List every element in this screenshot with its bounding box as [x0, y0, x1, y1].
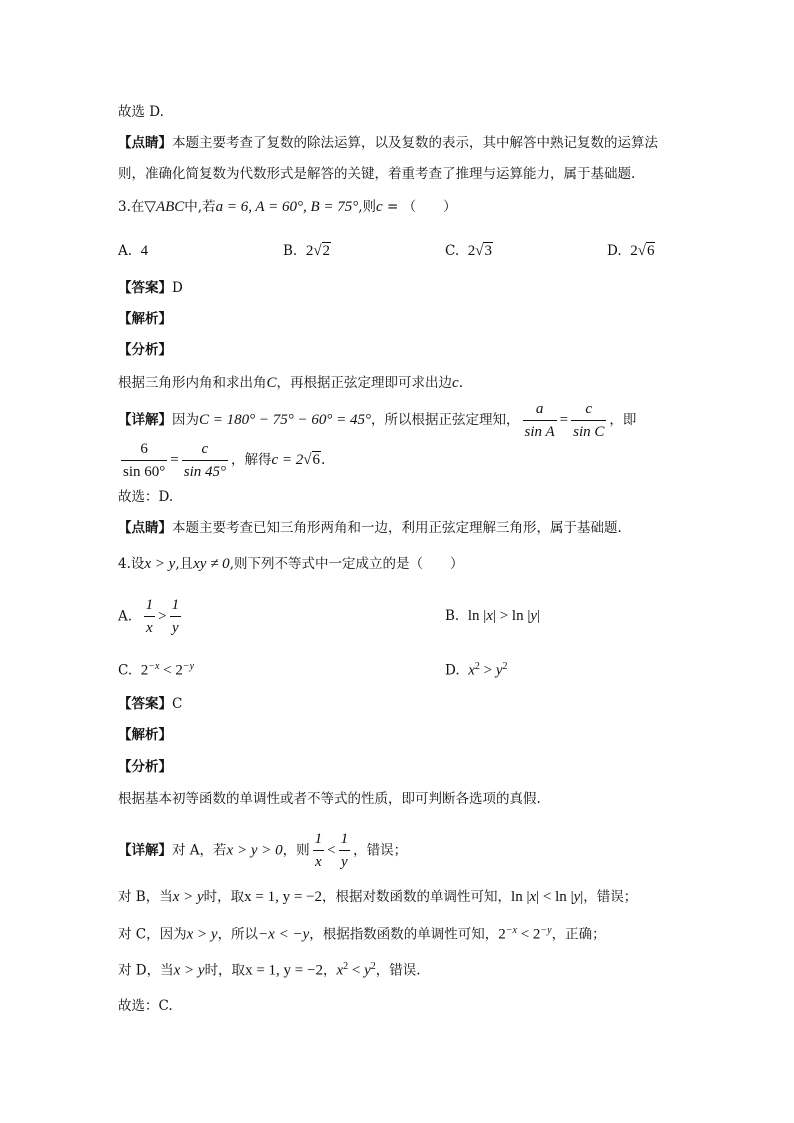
q4-option-c-lt: < 2 — [159, 662, 183, 679]
q3-option-c-label: C. — [445, 243, 460, 259]
q3-angle-equation: C = 180° − 75° − 60° = 45° — [199, 412, 371, 428]
fraction-a-over-sinA — [523, 400, 557, 441]
q4-detail-tag: 【详解】 — [118, 842, 172, 859]
frac-num: 1 — [144, 596, 156, 617]
q4-option-b-x: x — [486, 608, 493, 624]
q3-fenxi-tag: 【分析】 — [118, 342, 172, 358]
frac-den: y — [340, 854, 348, 870]
q4-detail-b: 对 B，当x > y时，取x = 1, y = −2，根据对数函数的单调性可知，ln |x| < ln |y|，错误； — [118, 889, 638, 905]
q3-answer-value: D — [172, 280, 183, 296]
q3-detail-4: ，解得 — [231, 452, 272, 468]
q2-comment-text-1: 本题主要考查了复数的除法运算，以及复数的表示，其中解答中熟记复数的运算法 — [172, 135, 658, 151]
q4-detail-c-3: ，根据指数函数的单调性可知， — [309, 926, 499, 943]
q3-detail-line-1 — [118, 400, 636, 441]
q4-detail-c-exp1: −x — [505, 925, 517, 936]
q4-stem-2: ,且 — [175, 556, 194, 572]
q3-fenxi-C: C — [266, 375, 277, 391]
q4-option-b-gt: > ln — [495, 608, 528, 624]
q4-detail-d-y: y — [364, 962, 371, 979]
q3-conclusion: 故选：D. — [118, 489, 174, 505]
q4-detail-b-2: 时，取 — [203, 889, 245, 905]
q4-option-c-exp2: −y — [182, 661, 195, 672]
q3-option-a-label: A. — [118, 243, 133, 259]
q4-stem — [118, 557, 463, 572]
q4-option-d — [445, 662, 508, 679]
q4-option-b-label: B. — [445, 608, 460, 624]
q4-detail-b-4: ，错误； — [583, 889, 638, 905]
greater-sign: > — [158, 608, 167, 625]
q3-stem-prefix: 3.在 — [118, 199, 145, 215]
q3-conditions: a = 6, A = 60°, B = 75° — [215, 199, 359, 215]
q4-option-a — [118, 596, 184, 637]
fraction-c-over-sin45 — [182, 440, 228, 481]
q3-fenxi-1: 根据三角形内角和求出角 — [118, 375, 267, 391]
q4-detail-d-4: ，错误. — [375, 962, 421, 979]
q4-option-b-ln: ln — [467, 608, 480, 624]
triangle-symbol: ▽ — [144, 199, 156, 215]
q4-option-d-x: x — [468, 662, 475, 679]
q3-answer-tag: 【答案】 — [118, 280, 172, 296]
q4-detail-c-neg: −x < −y — [258, 926, 310, 943]
q4-detail-d-x: x — [336, 962, 344, 979]
q3-abc: ABC — [155, 199, 185, 215]
fraction-1-over-y — [339, 830, 351, 871]
q4-option-a-label: A. — [118, 608, 133, 625]
q4-detail-d-exp1: 2 — [343, 961, 349, 972]
q4-detail-b-x: x — [529, 889, 537, 905]
frac-den: sin 45° — [183, 464, 226, 480]
q3-stem-then: ,则 — [358, 199, 377, 215]
q3-option-c-coef: 2 — [467, 243, 476, 259]
q3-option-a — [118, 244, 148, 259]
q4-option-d-label: D. — [445, 662, 460, 679]
q3-option-b: B. 2√2 — [283, 243, 331, 259]
q4-stem-xy0: xy ≠ 0 — [193, 556, 230, 572]
q4-detail-b-y: y — [573, 889, 581, 905]
q4-detail-c-1: 对 C，因为 — [118, 926, 187, 943]
q3-detail-1: 因为 — [172, 412, 199, 428]
q4-detail-c-2: ，所以 — [217, 926, 259, 943]
q3-stem-mid: 中,若 — [184, 199, 216, 215]
q3-option-d-coef: 2 — [630, 243, 638, 259]
q3-option-b-label: B. — [283, 243, 298, 259]
frac-den: x — [315, 854, 322, 870]
q3-fenxi-3: . — [458, 375, 463, 391]
q3-detail-2: ，所以根据正弦定理知， — [371, 412, 520, 428]
frac-num: 1 — [339, 830, 351, 851]
fraction-1-over-x — [313, 830, 325, 871]
q3-analysis-tag: 【解析】 — [118, 311, 172, 327]
q4-stem-1: 4.设 — [118, 556, 145, 572]
q2-answer-line: 故选 D. — [118, 104, 164, 120]
q4-detail-b-vals: x = 1, y = −2 — [244, 889, 323, 905]
q4-detail-c — [118, 926, 606, 943]
q4-option-c-exp1: −x — [148, 661, 160, 672]
q4-stem-3: ,则下列不等式中一定成立的是（ ） — [229, 556, 464, 572]
q4-option-d-y: y — [495, 662, 503, 679]
q4-detail-d-vals: x = 1, y = −2 — [245, 962, 323, 979]
q4-option-b-y: y — [530, 608, 538, 624]
q3-result-lhs: c = 2 — [271, 452, 304, 468]
fraction-c-over-sinC — [571, 400, 606, 441]
frac-num: c — [182, 440, 228, 461]
frac-num: a — [523, 400, 557, 421]
q3-option-a-value: 4 — [140, 243, 149, 259]
q4-detail-b-3: ，根据对数函数的单调性可知， — [322, 889, 512, 905]
frac-den: x — [146, 620, 153, 636]
q4-answer-value: C — [172, 696, 183, 712]
q4-detail-c-cond: x > y — [186, 926, 218, 943]
q2-comment-line-2: 则，准确化简复数为代数形式是解答的关键，着重考查了推理与运算能力，属于基础题. — [118, 166, 636, 182]
q3-var-c: c — [376, 199, 383, 215]
q4-detail-c-lt: < 2 — [516, 926, 541, 943]
q3-detail-3: ，即 — [609, 412, 637, 428]
q4-fenxi-text: 根据基本初等函数的单调性或者不等式的性质，即可判断各选项的真假. — [118, 791, 541, 807]
frac-den: y — [172, 620, 179, 636]
q4-detail-b-1: 对 B，当 — [118, 889, 173, 905]
q4-option-d-exp1: 2 — [474, 661, 480, 672]
q4-detail-d-exp2: 2 — [370, 961, 376, 972]
frac-den: sin C — [573, 424, 605, 440]
q3-comment — [118, 522, 622, 536]
q4-option-c-base1: 2 — [140, 662, 149, 679]
q4-detail-c-base1: 2 — [498, 926, 506, 943]
q4-detail-c-4: ，正确； — [551, 926, 606, 943]
fraction-1-over-x — [144, 596, 156, 637]
q4-option-d-gt: > — [479, 662, 496, 679]
q4-answer-tag: 【答案】 — [118, 696, 172, 712]
q3-comment-text: 本题主要考查已知三角形两角和一边，利用正弦定理解三角形，属于基础题. — [172, 520, 622, 536]
fraction-1-over-y — [170, 596, 182, 637]
q4-detail-d-2: 时，取 — [204, 962, 246, 979]
frac-num: 6 — [121, 440, 167, 461]
q4-conclusion: 故选：C. — [118, 998, 173, 1014]
frac-den: sin A — [524, 424, 555, 440]
frac-den: sin 60° — [123, 464, 166, 480]
q4-detail-b-lt: < ln — [539, 889, 571, 905]
q4-detail-a-cond: x > y > 0 — [226, 842, 283, 859]
q4-analysis-tag: 【解析】 — [118, 727, 172, 743]
less-sign: < — [327, 842, 336, 859]
q4-option-b: B. ln |x| > ln |y| — [445, 608, 541, 624]
q4-detail-a-1: 对 A，若 — [172, 842, 227, 859]
q2-comment-line-1 — [118, 137, 658, 151]
q4-option-d-exp2: 2 — [502, 661, 508, 672]
q4-fenxi-tag: 【分析】 — [118, 759, 172, 775]
q3-fenxi-text — [118, 376, 463, 391]
q4-option-c — [118, 662, 194, 679]
q4-detail-d-3: ， — [322, 962, 337, 979]
q3-stem-end: = （ ） — [382, 199, 457, 215]
frac-num: c — [571, 400, 606, 421]
q3-detail-tag: 【详解】 — [118, 412, 172, 428]
q4-detail-a-3: ，错误； — [353, 842, 408, 859]
q3-result-radicand: 6 — [312, 452, 321, 468]
q3-option-d-radicand: 6 — [646, 243, 655, 259]
q4-detail-b-cond: x > y — [172, 889, 204, 905]
q3-fenxi-c: c — [452, 375, 459, 391]
q4-option-c-label: C. — [118, 662, 133, 679]
q4-detail-a-2: ，则 — [282, 842, 310, 859]
q3-option-c-radicand: 3 — [484, 243, 492, 259]
frac-num: 1 — [170, 596, 182, 617]
q4-detail-d-lt: < — [348, 962, 365, 979]
q3-fenxi-2: ，再根据正弦定理即可求出边 — [276, 375, 453, 391]
q2-comment-tag: 【点睛】 — [118, 135, 172, 151]
q3-stem — [118, 200, 457, 215]
frac-num: 1 — [313, 830, 325, 851]
q3-option-c: C. 2√3 — [445, 243, 492, 259]
q4-stem-xy: x > y — [144, 556, 176, 572]
q3-answer — [118, 282, 183, 296]
q3-comment-tag: 【点睛】 — [118, 520, 172, 536]
fraction-6-over-sin60 — [121, 440, 167, 481]
q3-detail-line-2: $\frac{6}{\sin 60^\circ}$ = $\frac{c}{\sin 45^\circ}$ ，解得c = 2√6. — [123, 441, 326, 480]
q3-option-b-radicand: 2 — [322, 243, 331, 259]
q4-detail-c-exp2: −y — [540, 925, 552, 936]
equals-sign: = — [559, 412, 569, 428]
q4-detail-d-cond: x > y — [173, 962, 205, 979]
q4-detail-b-ln1: ln — [511, 889, 527, 905]
q4-detail-d — [118, 962, 421, 979]
equals-sign: = — [170, 452, 179, 468]
q4-detail-d-1: 对 D，当 — [118, 962, 174, 979]
q3-option-b-coef: 2 — [305, 243, 314, 259]
q3-option-d-label: D. — [607, 243, 622, 259]
q3-option-d: D. 2√6 — [607, 243, 655, 259]
q4-answer — [118, 698, 182, 712]
q3-detail-5: . — [321, 452, 326, 468]
q4-detail-a — [118, 830, 407, 871]
